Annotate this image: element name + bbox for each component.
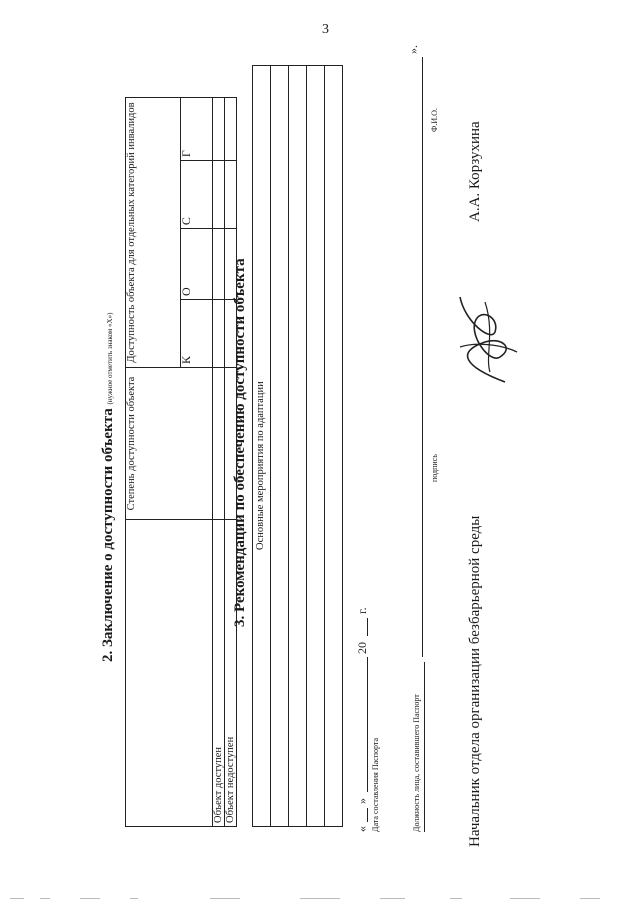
category-s: С xyxy=(181,161,213,229)
table-row xyxy=(213,98,225,827)
col-header-categories: Доступность объекта для отдельных категорий инвалидов xyxy=(126,98,181,368)
table-corner-cell xyxy=(126,520,213,827)
signature-caption: подпись xyxy=(430,454,439,482)
year-prefix: 20 xyxy=(355,642,369,654)
category-o: О xyxy=(181,229,213,300)
date-quote-open: « xyxy=(355,826,369,832)
page-number: 3 xyxy=(322,22,329,37)
row-label-unavailable: Объект недоступен xyxy=(225,520,237,827)
date-quote-close: » xyxy=(355,798,369,804)
section3-title: 3. Рекомендации по обеспечению доступности объекта xyxy=(232,258,248,627)
col-header-degree: Степень доступности объекта xyxy=(126,368,213,520)
position-block xyxy=(406,37,450,832)
recommendation-line xyxy=(325,66,342,826)
section2-title: 2. Заключение о доступности объекта (нужное отметить знаком «Х») xyxy=(100,312,116,662)
row-label-available: Объект доступен xyxy=(213,520,225,827)
recommendations-header: Основные мероприятия по адаптации xyxy=(253,66,271,826)
accessibility-conclusion-table xyxy=(125,97,237,827)
date-block xyxy=(355,592,385,832)
end-mark: ». xyxy=(406,45,420,54)
position-caption: Должность лица, составившего Паспорт xyxy=(412,694,421,832)
rotated-page-content xyxy=(20,32,620,872)
fio-caption: Ф.И.О. xyxy=(430,108,439,132)
footer-position: Начальник отдела организации безбарьерной среды xyxy=(467,515,483,847)
section2-note: (нужное отметить знаком «Х») xyxy=(106,312,114,405)
scan-noise xyxy=(0,895,640,903)
date-caption: Дата составления Паспорта xyxy=(371,737,380,832)
recommendation-line xyxy=(289,66,307,826)
category-g: Г xyxy=(181,98,213,161)
recommendation-line xyxy=(307,66,325,826)
footer-name: А.А. Корзухина xyxy=(467,121,483,222)
category-k: К xyxy=(181,300,213,368)
year-suffix: г. xyxy=(355,607,369,614)
recommendations-table xyxy=(252,65,343,827)
recommendation-line xyxy=(271,66,289,826)
handwritten-signature xyxy=(445,282,525,392)
